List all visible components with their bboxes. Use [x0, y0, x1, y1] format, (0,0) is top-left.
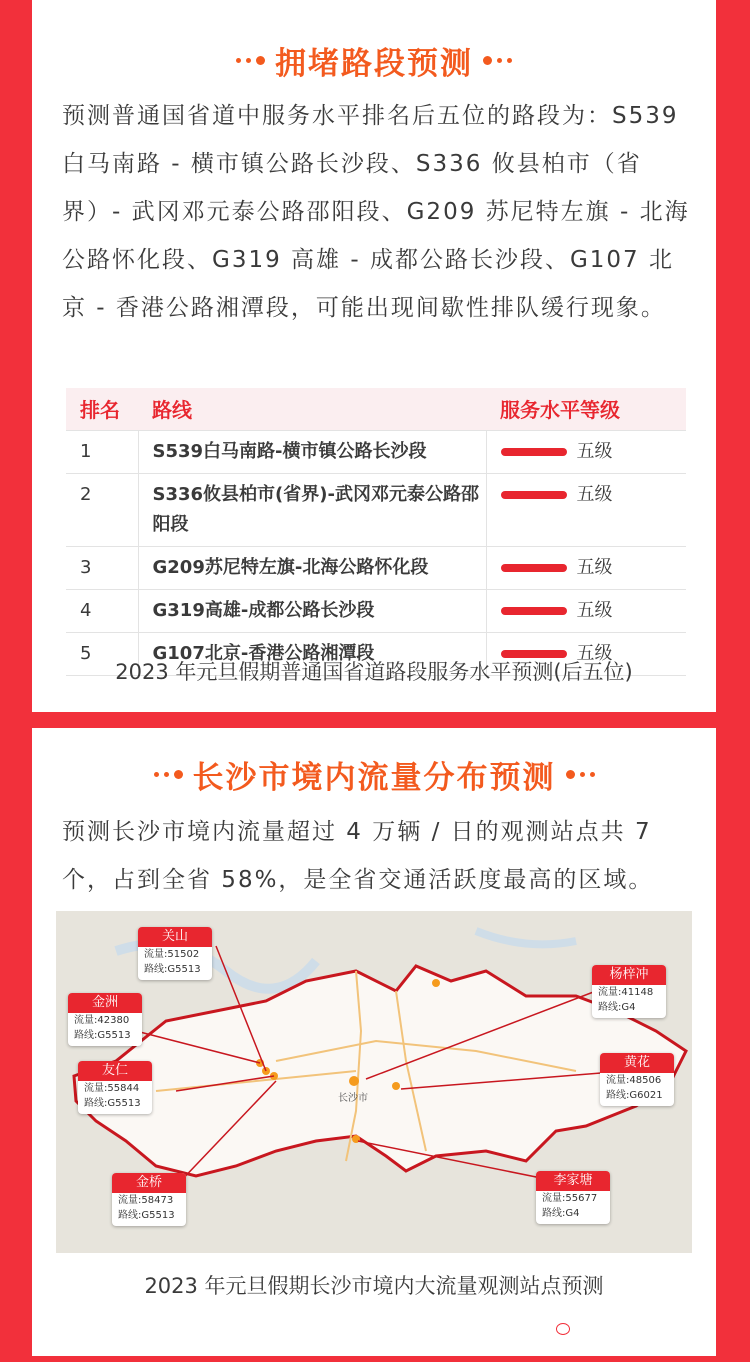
wechat-icon — [548, 1318, 570, 1340]
station-card[interactable] — [592, 965, 666, 1018]
station-name: 李家塘 — [536, 1171, 610, 1191]
station-card[interactable] — [138, 927, 212, 980]
station-card[interactable] — [600, 1053, 674, 1106]
header-rank: 排名 — [66, 388, 138, 430]
dots-right-icon — [483, 56, 512, 65]
row-level: 五级 — [576, 599, 613, 621]
dots-right-icon — [566, 770, 595, 779]
row-level-cell — [486, 589, 686, 632]
station-card[interactable] — [112, 1173, 186, 1226]
table-row — [66, 546, 686, 589]
row-rank: 1 — [66, 430, 138, 473]
row-level: 五级 — [576, 483, 613, 505]
station-flow: 流量:41148 — [598, 987, 654, 998]
section1-header — [32, 38, 716, 83]
table-row — [66, 473, 686, 546]
table-header-row — [66, 388, 686, 430]
level-bar — [501, 564, 567, 572]
table-row — [66, 430, 686, 473]
congestion-card — [32, 0, 716, 712]
section2-title: 长沙市境内流量分布预测 — [192, 760, 556, 796]
brand-watermark — [548, 1318, 696, 1340]
station-flow: 流量:42380 — [74, 1015, 130, 1026]
station-flow: 流量:51502 — [144, 949, 200, 960]
station-name: 友仁 — [78, 1061, 152, 1081]
row-rank: 5 — [66, 632, 138, 675]
row-route: G209苏尼特左旗-北海公路怀化段 — [138, 546, 486, 589]
station-name: 金洲 — [68, 993, 142, 1013]
section2-caption: 2023 年元旦假期长沙市境内大流量观测站点预测 — [144, 1274, 604, 1298]
header-level: 服务水平等级 — [486, 388, 686, 430]
station-flow: 流量:55677 — [542, 1193, 598, 1204]
station-route: 路线:G4 — [542, 1208, 580, 1219]
section1-title: 拥堵路段预测 — [275, 46, 473, 82]
station-name: 杨梓冲 — [592, 965, 666, 985]
level-bar — [501, 448, 567, 456]
station-flow: 流量:58473 — [118, 1195, 174, 1206]
station-route: 路线:G6021 — [606, 1090, 663, 1101]
row-level-cell — [486, 430, 686, 473]
station-route: 路线:G5513 — [74, 1030, 131, 1041]
station-route: 路线:G5513 — [144, 964, 201, 975]
section1-paragraph: 预测普通国省道中服务水平排名后五位的路段为：S539 白马南路 - 横市镇公路长沙段、S336 攸县柏市（省界）- 武冈邓元泰公路邵阳段、G209 苏尼特左旗 - 北海公路怀化段、G319 高雄 - 成都公路长沙段、G107 北京 - 香港公路湘潭段，可能出现间歇性排队缓行现象。 — [62, 103, 690, 321]
row-level-cell — [486, 473, 686, 546]
station-route: 路线:G4 — [598, 1002, 636, 1013]
row-route: S336攸县柏市(省界)-武冈邓元泰公路邵阳段 — [138, 473, 486, 546]
station-name: 黄花 — [600, 1053, 674, 1073]
station-flow: 流量:55844 — [84, 1083, 140, 1094]
level-bar — [501, 491, 567, 499]
section2-paragraph: 预测长沙市境内流量超过 4 万辆 / 日的观测站点共 7 个，占到全省 58%，是全省交通活跃度最高的区域。 — [62, 819, 654, 893]
changsha-map — [56, 911, 692, 1253]
flow-card — [32, 728, 716, 1356]
section1-caption: 2023 年元旦假期普通国省道路段服务水平预测(后五位) — [115, 660, 633, 684]
row-rank: 4 — [66, 589, 138, 632]
section2-header — [32, 752, 716, 797]
row-route: G107北京-香港公路湘潭段 — [138, 632, 486, 675]
station-route: 路线:G5513 — [118, 1210, 175, 1221]
station-flow: 流量:48506 — [606, 1075, 662, 1086]
city-label: 长沙市 — [338, 1093, 368, 1104]
row-route: G319高雄-成都公路长沙段 — [138, 589, 486, 632]
ranking-table — [66, 388, 686, 676]
station-card[interactable] — [536, 1171, 610, 1224]
dots-left-icon — [154, 770, 183, 779]
brand-name: 湖南交通运输统计 — [576, 1320, 697, 1339]
row-level-cell — [486, 546, 686, 589]
station-card[interactable] — [68, 993, 142, 1046]
station-route: 路线:G5513 — [84, 1098, 141, 1109]
station-name: 金桥 — [112, 1173, 186, 1193]
row-rank: 3 — [66, 546, 138, 589]
row-rank: 2 — [66, 473, 138, 546]
row-level: 五级 — [576, 440, 613, 462]
row-level: 五级 — [576, 556, 613, 578]
station-card[interactable] — [78, 1061, 152, 1114]
row-level: 五级 — [576, 642, 613, 664]
row-route: S539白马南路-横市镇公路长沙段 — [138, 430, 486, 473]
level-bar — [501, 607, 567, 615]
table-row — [66, 589, 686, 632]
header-route: 路线 — [138, 388, 486, 430]
dots-left-icon — [236, 56, 265, 65]
station-name: 关山 — [138, 927, 212, 947]
